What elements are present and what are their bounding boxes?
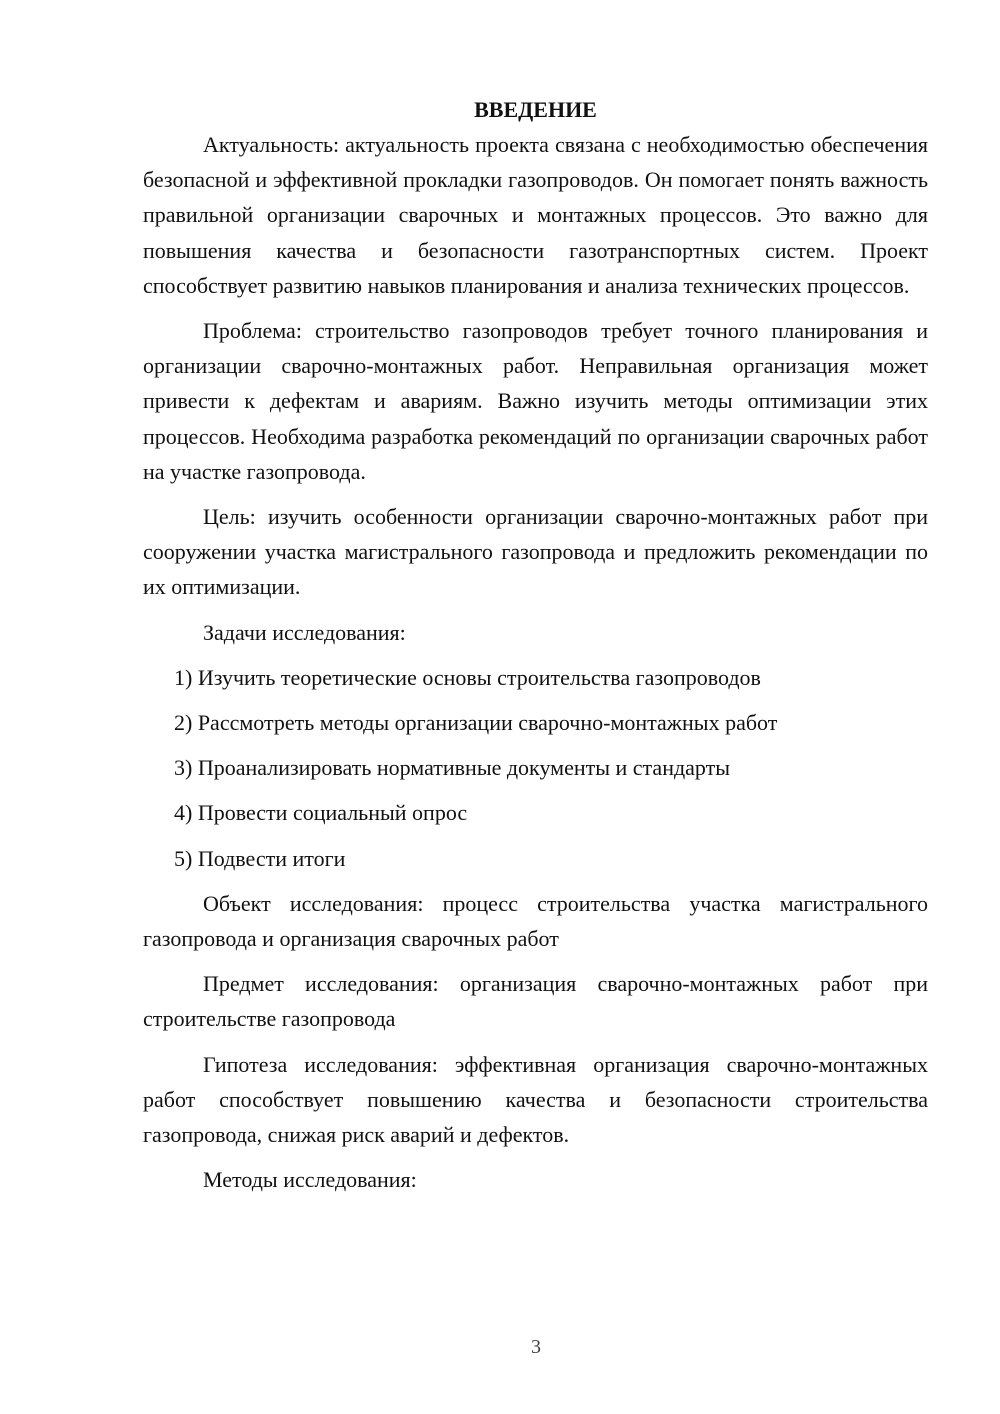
task-item-3: 3) Проанализировать нормативные документы и стандарты (174, 755, 731, 781)
page-number: 3 (531, 1336, 541, 1358)
task-item-4: 4) Провести социальный опрос (174, 800, 468, 826)
methods-heading: Методы исследования: (203, 1167, 417, 1193)
paragraph-hypothesis: Гипотеза исследования: эффективная организация сварочно-монтажных работ способствует повышению качества и безопасности строительства газопровода, снижая риск аварий и дефектов. (143, 1051, 928, 1148)
document-page (143, 95, 928, 1207)
tasks-heading: Задачи исследования: (203, 619, 406, 645)
paragraph-problem: Проблема: строительство газопроводов требует точного планирования и организации сварочно-монтажных работ. Неправильная организация может привести к дефектам и авариям. Важно изучить методы оптимизации этих процессов. Необходима разработка рекомендаций по организации сварочных работ на участке газопровода. (143, 318, 928, 484)
paragraph-relevance: Актуальность: актуальность проекта связана с необходимостью обеспечения безопасной и эффективной прокладки газопроводов. Он помогает понять важность правильной организации сварочных и монтажных процессов. Это важно для повышения качества и безопасности газотранспортных систем. Проект способствует развитию навыков планирования и анализа технических процессов. (143, 132, 928, 298)
paragraph-goal: Цель: изучить особенности организации сварочно-монтажных работ при сооружении участка магистрального газопровода и предложить рекомендации по их оптимизации. (143, 504, 928, 600)
task-item-5: 5) Подвести итоги (174, 845, 346, 871)
task-item-1: 1) Изучить теоретические основы строительства газопроводов (174, 664, 761, 690)
paragraph-subject: Предмет исследования: организация сварочно-монтажных работ при строительстве газопровода (143, 971, 928, 1032)
paragraph-object: Объект исследования: процесс строительства участка магистрального газопровода и организация сварочных работ (143, 890, 928, 952)
page-title: ВВЕДЕНИЕ (474, 97, 597, 122)
task-item-2: 2) Рассмотреть методы организации сварочно-монтажных работ (174, 710, 778, 736)
